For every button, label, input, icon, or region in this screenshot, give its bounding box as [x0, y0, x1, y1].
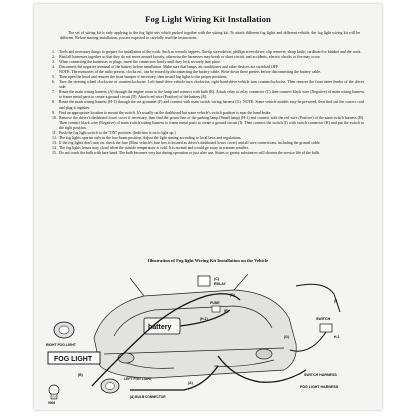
g-tag: (G) — [284, 335, 289, 339]
step-number: 12. — [52, 135, 57, 140]
step-text: Do not touch the bulb with bare hand. The bulb becomes very hot during operation or just after use. Stains or greasy substances will shorten the service life of the bulb. — [59, 150, 320, 155]
battery-graphic — [144, 318, 180, 334]
relay-tag: (C) — [214, 277, 219, 281]
document-title: Fog Light Wiring Kit Installation — [145, 14, 271, 24]
step-number: 1. — [52, 50, 55, 54]
step-number: 14. — [52, 145, 57, 150]
instruction-step — [52, 100, 364, 110]
step-number: 10. — [52, 115, 57, 120]
step-number: 9. — [52, 110, 55, 115]
step-text: When connecting the harnesses or plugs, insert the connectors firmly until they lock securely into place. — [59, 60, 221, 65]
step-text: The fog lights operate only in the low-beam position. Adjust the light aiming according to local laws and regulations. — [59, 135, 242, 140]
relay-label: RELAY — [214, 282, 226, 286]
step-text: Push the fog light switch to the "ON" position. (Indicator is on to light up.) — [59, 130, 176, 135]
step-text: Bind all harnesses together so that they do not move around loosely, otherwise the harnesses may break or short circuit, and accidents, electric shocks or fire may occur. — [59, 55, 321, 60]
h1-tag: (H-1) — [200, 317, 208, 321]
instruction-step — [52, 151, 364, 156]
step-text: Route the main wiring harness (H-1) through the cut grommet (F) and connect with main switch wiring harness (G). NOTE: Some vehicle models may be prewired, then find out the correct cord and plug it together. — [59, 100, 364, 110]
step-number: 15. — [52, 150, 57, 155]
relay-component — [198, 276, 226, 286]
left-fog-light-label: LEFT FOG LIGHT — [124, 377, 152, 381]
step-text: Find an appropriate location to mount the switch. It's usually on the dashboard but some vehicle's switch position is near the hand brake. — [59, 110, 272, 115]
car-drawing — [94, 274, 296, 378]
d-tag: (D) — [230, 293, 235, 297]
step-text: Remove the driver's dashboard lower cover if necessary, then find the power line of the parking lamp (Small lamp) (H-1) and connect with the red wire (Positive) of the main switch harness (H). Then connect black wire (Negative) of main switch wiring harness to frame metal parts to create a ground circuit (I). Then connect the switch (J) with switch connector (K) and put the switch to the right position. — [59, 115, 364, 130]
step-number: 13. — [52, 140, 57, 145]
step-number: 3. — [52, 60, 55, 65]
step-number: 4. — [52, 65, 55, 70]
bulb-graphic — [48, 385, 59, 405]
battery-label: battery — [148, 324, 172, 331]
step-text: Route the main wiring harness (A) through the engine room to the lamp and connect with bulb (B). Attach relay to relay connector (C) then connect black wire (Negative) of main wiring harness to frame metal parts to create a ground circuit (D). Attach red wire (Positive) of the battery (E). — [59, 90, 364, 100]
fog-light-box — [48, 352, 100, 364]
right-fog-light-label: RIGHT FOG LIGHT — [46, 343, 76, 347]
fuse-tag: (E) — [224, 309, 229, 313]
step-text: If the fog lights don't turn on, check the fuse (Most vehicle's fuse box is located as driver's dashboard lower cover) and all wire connections, including the ground cable. — [59, 140, 321, 145]
h1-switch-tag: H-1 — [334, 335, 340, 339]
wiring-illustration — [34, 266, 382, 408]
fog-light-box-label: FOG LIGHT — [54, 356, 93, 363]
step-text: Disconnect the negative terminal of the battery before installation. Make sure that lamps, air conditioner and other devices are switched OFF. — [59, 65, 279, 70]
instruction-sheet — [34, 4, 382, 410]
instruction-step — [52, 80, 364, 90]
fuse-label: FUSE — [210, 301, 220, 305]
step-text: Tools and necessary things to prepare for installation of the work. Such as wrench, tappers, flat-tip screwdriver, phillips screwdriver, clip remover, sharp knife, cardboard or blanket and the work. — [59, 50, 362, 54]
instruction-step — [52, 116, 364, 131]
step-number: 6. — [52, 80, 55, 85]
step-number: 7. — [52, 90, 55, 95]
step-text: The fog lights lenses may cloud when the outside temperature is cold. It is normal and would go away in warmer weather. — [59, 145, 249, 150]
switch-harness-label: SWITCH HARNESS — [304, 373, 337, 377]
i-tag: (I) — [334, 299, 338, 303]
illustration-title: Illustration of Fog light Wiring Kit Installation on the Vehicle — [147, 258, 269, 263]
instruction-steps — [52, 50, 364, 156]
intro-paragraph: The set of wiring kit is only applying to the fog light sets which packed together with the wiring kit. To attach different fog lights and different vehicle, the fog light wiring kit will be different. Before starting installation, you are expected to carefully read the instructions. — [60, 31, 360, 41]
step-number: 11. — [52, 130, 57, 135]
step-number: 2. — [52, 55, 55, 60]
instruction-step — [52, 90, 364, 100]
bulb-id: 9006 — [48, 401, 56, 405]
switch-component — [316, 317, 340, 339]
b-tag: (B) — [78, 373, 83, 377]
a-tag: (A) — [188, 381, 193, 385]
switch-label: SWITCH — [316, 317, 331, 321]
switch-harness — [290, 284, 340, 351]
right-fog-light — [46, 322, 77, 347]
fog-light-harness-label: FOG LIGHT HARNESS — [300, 385, 339, 389]
step-text: NOTE: The memories of the radio presets, clocks etc. can be erased by disconnecting the battery cable. Write down these presets before disconnecting the battery cable. — [59, 70, 321, 75]
step-text: Then open the hood and remove the front bumper if necessary, then install fog lights to the proper positions. — [59, 75, 228, 80]
step-text: Turn the steering wheel clockwise or counterclockwise. Left-hand-drive vehicle turn clockwise, right-hand-drive vehicle turn counterclockwise. Then remove the front inner fender of the driver side. — [59, 80, 364, 90]
step-number: 8. — [52, 100, 55, 105]
step-number: 5. — [52, 75, 55, 80]
bulb-connector-label: (A) BULB CONNECTOR — [130, 395, 166, 399]
